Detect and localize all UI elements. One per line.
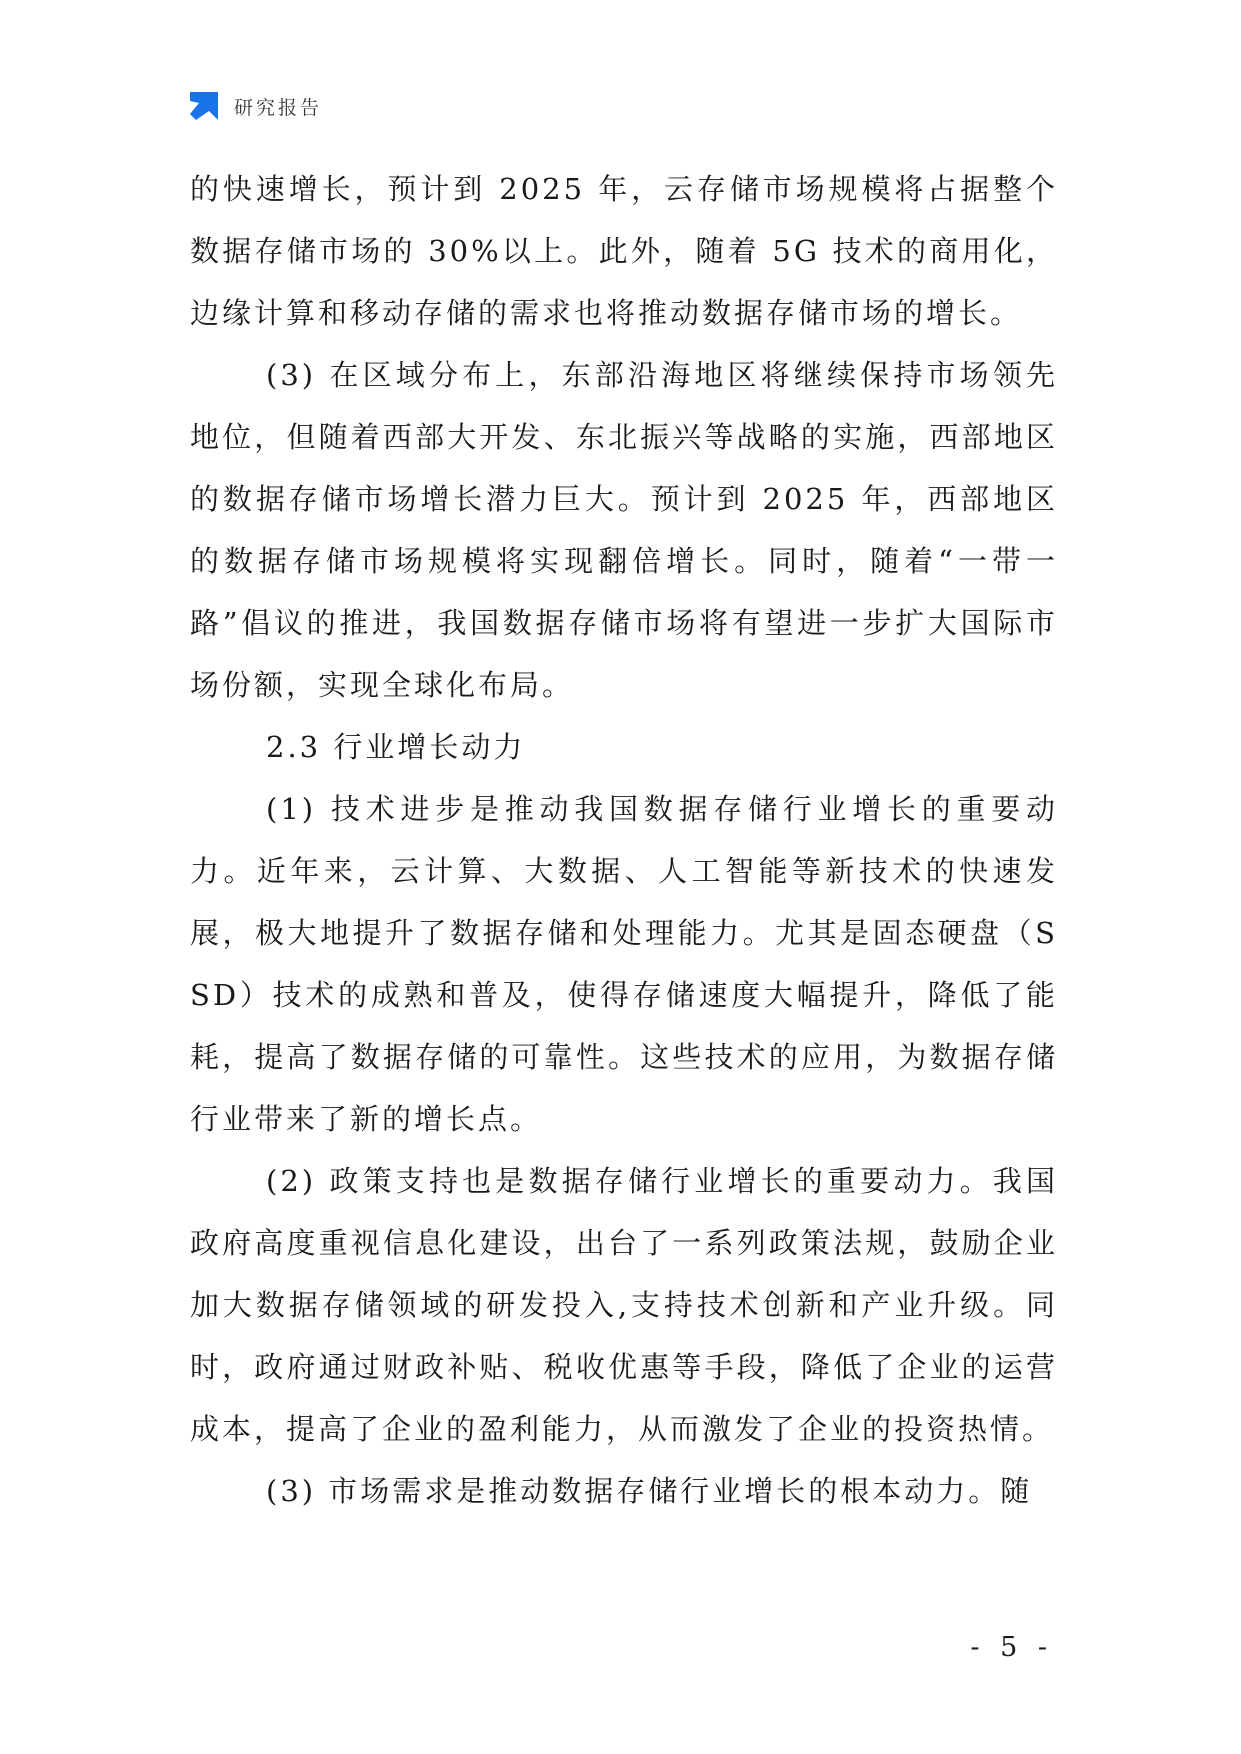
arrow-logo-icon xyxy=(188,90,220,122)
header-title: 研究报告 xyxy=(234,96,323,119)
paragraph-technology: (1) 技术进步是推动我国数据存储行业增长的重要动力。近年来，云计算、大数据、人工智能等新技术的快速发展，极大地提升了数据存储和处理能力。尤其是固态硬盘（SSD）技术的成熟和普及，使得存储速度大幅提升，降低了能耗，提高了数据存储的可靠性。这些技术的应用，为数据存储行业带来了新的增长点。 xyxy=(190,792,1058,1136)
section-heading: 2.3 行业增长动力 xyxy=(266,730,526,764)
page-number: - 5 - xyxy=(970,1632,1053,1663)
paragraph-policy: (2) 政策支持也是数据存储行业增长的重要动力。我国政府高度重视信息化建设，出台了一系列政策法规，鼓励企业加大数据存储领域的研发投入,支持技术创新和产业升级。同时，政府通过财政补贴、税收优惠等手段，降低了企业的运营成本，提高了企业的盈利能力，从而激发了企业的投资热情。 xyxy=(190,1164,1058,1446)
body-text xyxy=(190,158,1058,1522)
paragraph-regional-distribution: (3) 在区域分布上，东部沿海地区将继续保持市场领先地位，但随着西部大开发、东北振兴等战略的实施，西部地区的数据存储市场增长潜力巨大。预计到 2025 年，西部地区的数据存储市场规模将实现翻倍增长。同时，随着“一带一路”倡议的推进，我国数据存储市场将有望进一步扩大国际市场份额，实现全球化布局。 xyxy=(190,358,1058,702)
paragraph-continuation: 的快速增长，预计到 2025 年，云存储市场规模将占据整个数据存储市场的 30%以上。此外，随着 5G 技术的商用化，边缘计算和移动存储的需求也将推动数据存储市场的增长。 xyxy=(190,172,1058,330)
page-header xyxy=(188,88,322,124)
paragraph-market-demand: (3) 市场需求是推动数据存储行业增长的根本动力。随 xyxy=(266,1474,1033,1508)
